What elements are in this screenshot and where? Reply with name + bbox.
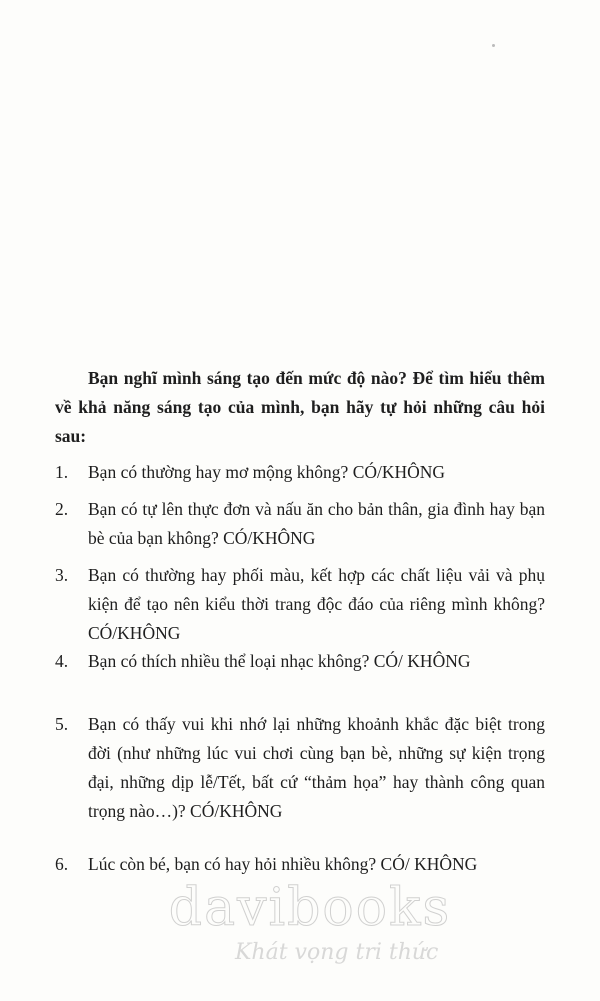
question-number: 1. bbox=[55, 462, 69, 482]
question-item-5 bbox=[55, 710, 545, 826]
question-item-6 bbox=[55, 850, 545, 879]
question-text: Bạn có thường hay mơ mộng không? CÓ/KHÔNG bbox=[88, 462, 446, 482]
question-number: 3. bbox=[55, 565, 69, 585]
watermark-logo bbox=[160, 880, 460, 936]
question-text: Bạn có thấy vui khi nhớ lại những khoảnh khắc đặc biệt trong đời (như những lúc vui chơi cùng bạn bè, những sự kiện trọng đại, những dịp lễ/Tết, bất cứ “thảm họa” hay thành công quan trọng nào…)? CÓ/KHÔNG bbox=[88, 714, 545, 821]
question-number: 2. bbox=[55, 499, 69, 519]
question-number: 6. bbox=[55, 854, 69, 874]
question-text: Bạn có tự lên thực đơn và nấu ăn cho bản thân, gia đình hay bạn bè của bạn không? CÓ/KHÔNG bbox=[88, 499, 545, 548]
intro-paragraph: Bạn nghĩ mình sáng tạo đến mức độ nào? Để tìm hiểu thêm về khả năng sáng tạo của mình, bạn hãy tự hỏi những câu hỏi sau: bbox=[55, 368, 545, 446]
question-item-1 bbox=[55, 458, 545, 487]
question-item-2 bbox=[55, 495, 545, 553]
question-item-3 bbox=[55, 561, 545, 648]
question-number: 5. bbox=[55, 714, 69, 734]
watermark-tagline: Khát vọng tri thức bbox=[235, 940, 439, 965]
question-text: Bạn có thích nhiều thể loại nhạc không? CÓ/ KHÔNG bbox=[88, 651, 471, 671]
paper-speck bbox=[492, 44, 495, 47]
question-item-4 bbox=[55, 647, 545, 676]
question-number: 4. bbox=[55, 651, 69, 671]
watermark-name: davibooks bbox=[168, 878, 452, 938]
question-text: Bạn có thường hay phối màu, kết hợp các chất liệu vải và phụ kiện để tạo nên kiểu thời trang độc đáo của riêng mình không? CÓ/KHÔNG bbox=[88, 565, 545, 643]
question-text: Lúc còn bé, bạn có hay hỏi nhiều không? CÓ/ KHÔNG bbox=[88, 854, 478, 874]
